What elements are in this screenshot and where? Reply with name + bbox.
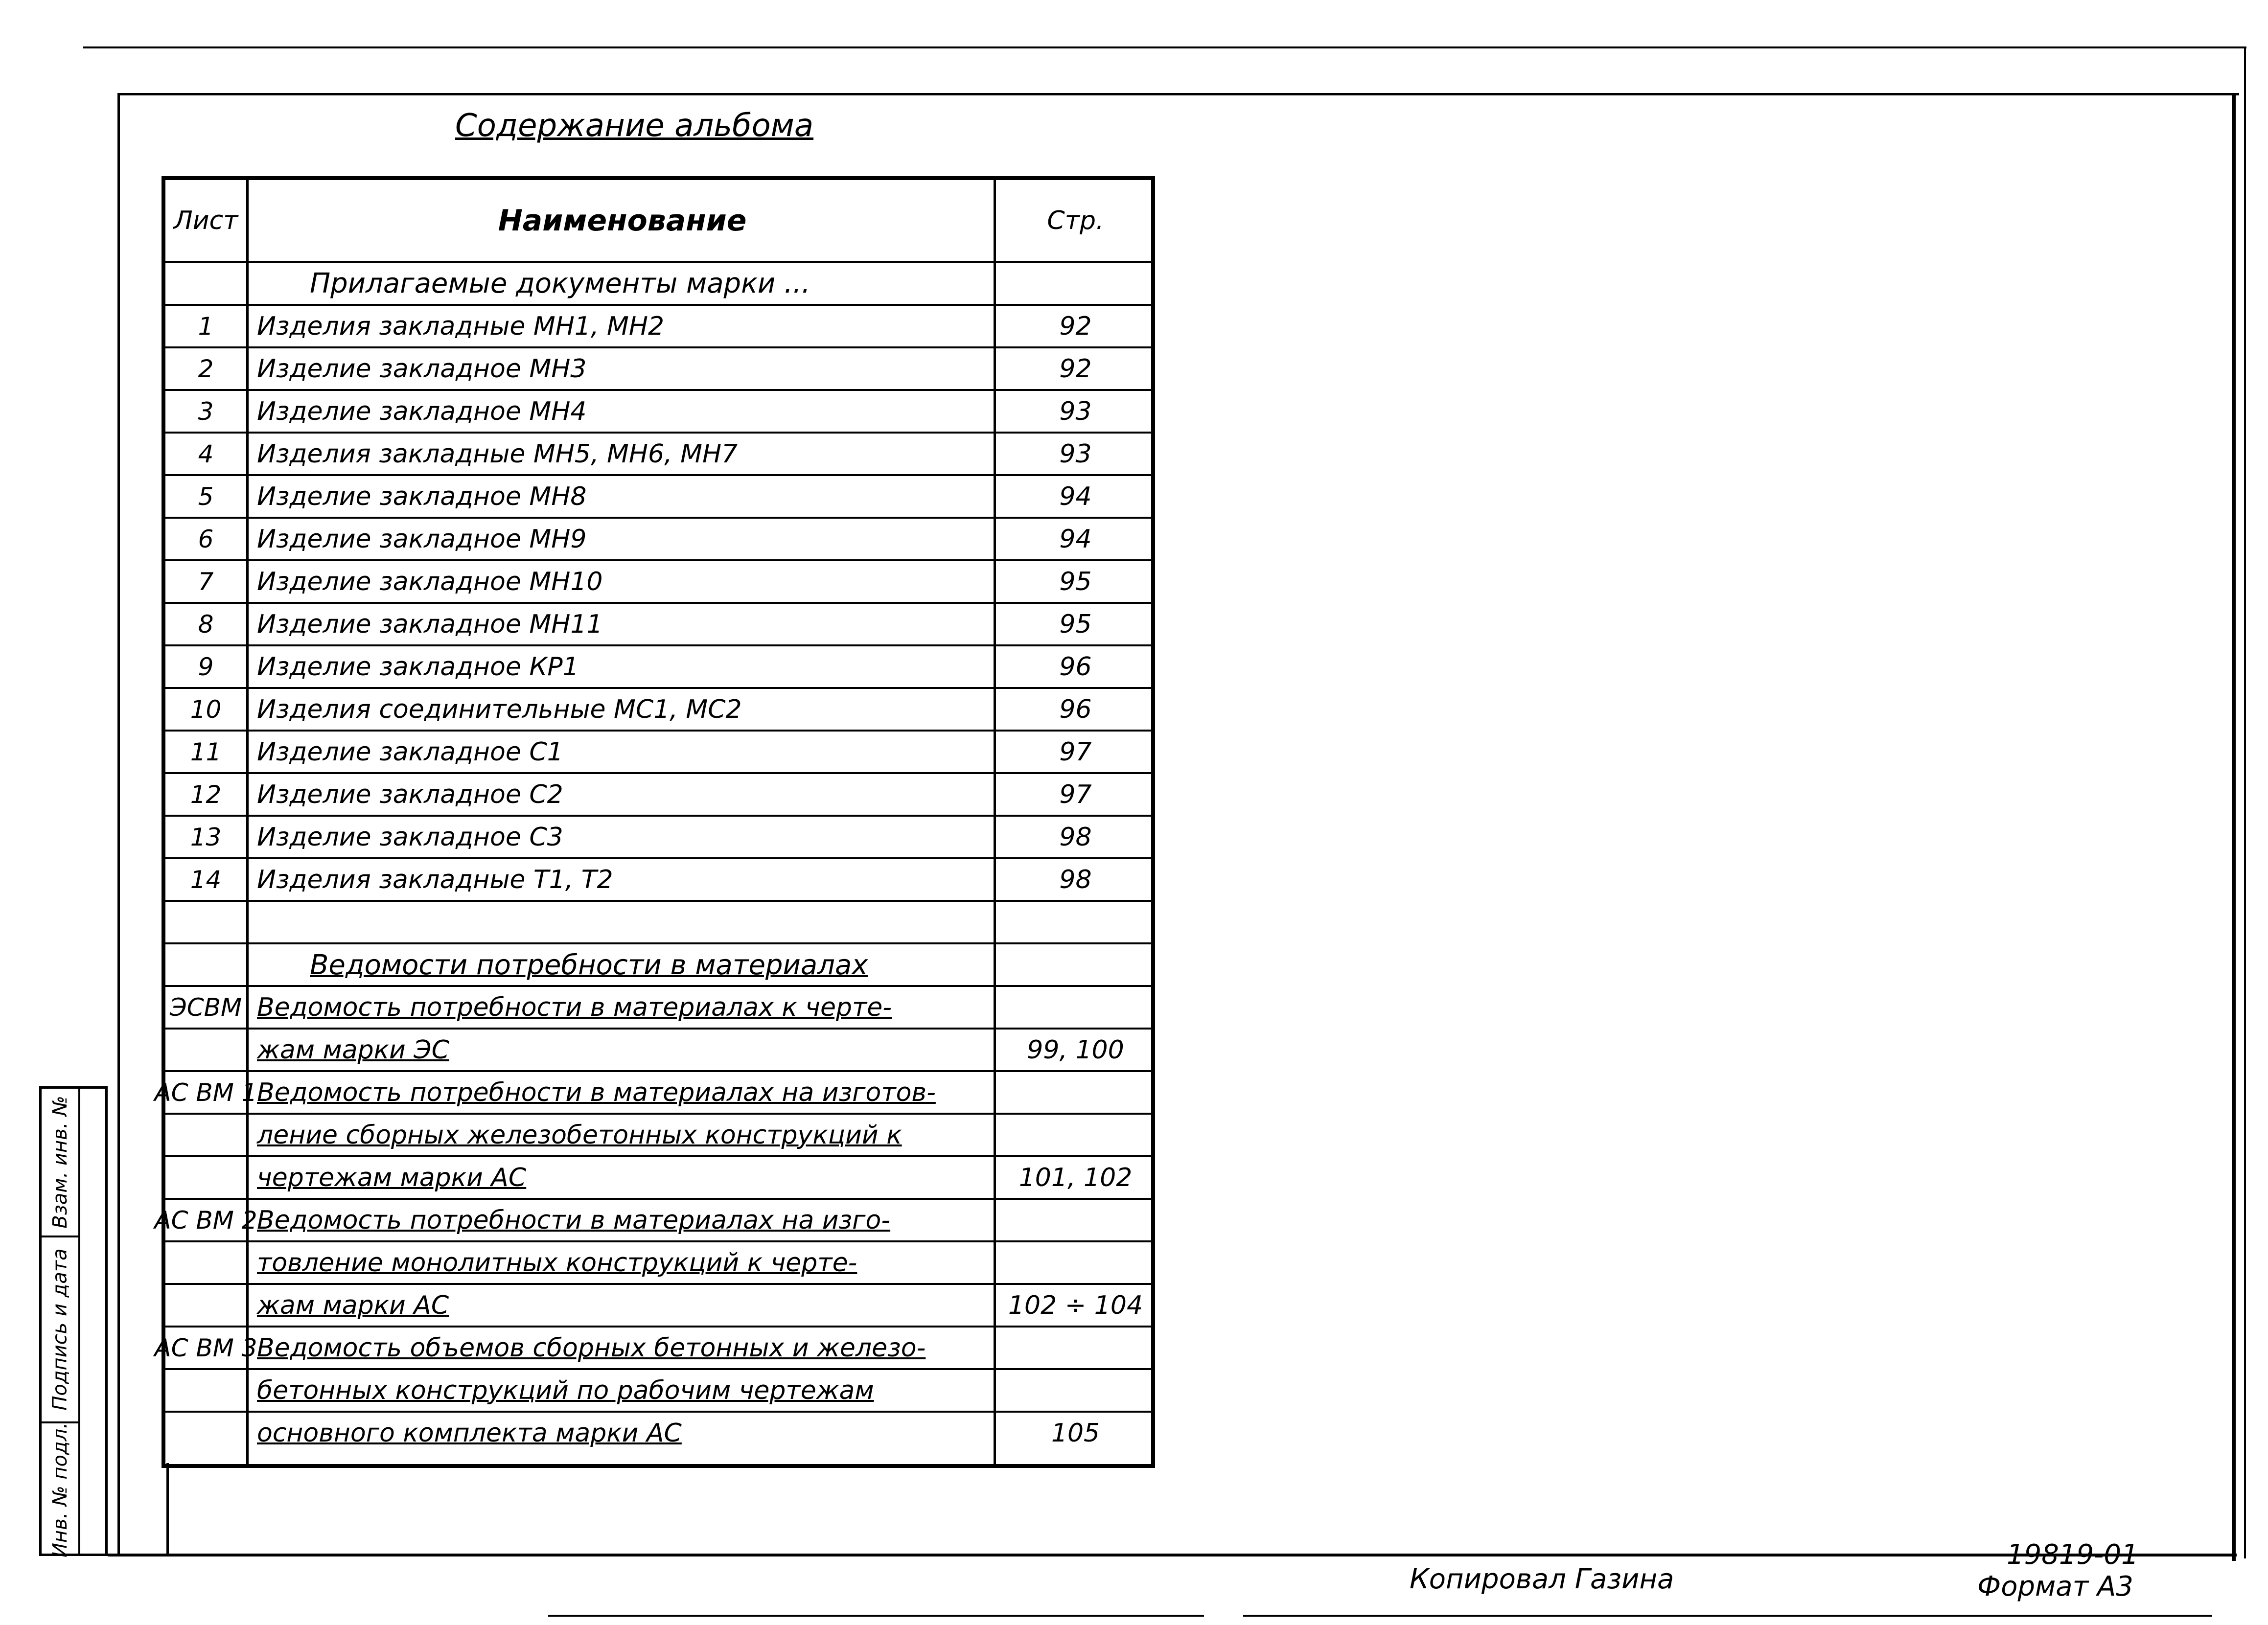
row-name-text: товление монолитных конструкций к черте- — [257, 1248, 857, 1278]
table-row — [165, 474, 1151, 517]
row-page: 95 — [1059, 567, 1092, 596]
table-bottom-extension — [166, 1467, 169, 1555]
row-name-text: Изделия закладные Т1, Т2 — [257, 865, 613, 894]
table-row — [165, 346, 1151, 389]
row-sheet-number — [165, 1157, 246, 1198]
row-page: 101, 102 — [1018, 1163, 1133, 1192]
table-row — [165, 857, 1151, 900]
row-page: 92 — [1059, 312, 1092, 341]
copied-by-label: Копировал Газина — [1410, 1563, 1674, 1595]
row-sheet-number — [165, 1285, 246, 1326]
row-page — [996, 1115, 1155, 1156]
row-sheet-number: ЭСВМ — [169, 993, 242, 1022]
row-sheet-number: 3 — [198, 397, 214, 426]
table-row — [165, 1411, 1151, 1454]
inner-top-line — [120, 93, 2239, 95]
row-name-text: Изделие закладное МН3 — [257, 354, 587, 384]
row-sheet-number: 7 — [198, 568, 214, 596]
row-name-text: жам марки ЭС — [257, 1035, 449, 1065]
row-name-text: Ведомость потребности в материалах к черте- — [257, 993, 892, 1022]
table-row — [165, 1240, 1151, 1283]
row-page: 97 — [1059, 737, 1092, 767]
table-row — [154, 1070, 1151, 1113]
row-sheet-number — [165, 1413, 246, 1454]
table-row — [165, 772, 1151, 815]
row-sheet-number: 10 — [190, 695, 222, 724]
row-page: 96 — [1059, 652, 1092, 682]
row-sheet-number: 14 — [190, 866, 222, 894]
table-row — [165, 304, 1151, 347]
row-page — [996, 1370, 1155, 1411]
row-page — [996, 1327, 1155, 1369]
row-sheet-number — [165, 1115, 246, 1156]
table-row — [165, 687, 1151, 730]
album-contents-title: Содержание альбома — [455, 108, 814, 144]
row-name-text: Изделия соединительные МС1, МС2 — [257, 695, 742, 724]
row-name-text: Изделие закладное С1 — [257, 737, 563, 767]
stamp-podpis-cell — [42, 1236, 78, 1421]
row-page: 93 — [1059, 397, 1092, 426]
row-page: 105 — [1051, 1419, 1100, 1448]
bottom-frame-line — [108, 1554, 2237, 1556]
row-name-text: Изделие закладное МН9 — [257, 525, 587, 554]
row-sheet-number: 4 — [198, 440, 214, 468]
row-page: 102 ÷ 104 — [1008, 1291, 1143, 1320]
table-row — [154, 1198, 1151, 1241]
table-row — [165, 432, 1151, 475]
row-name-text: Изделие закладное МН4 — [257, 397, 587, 426]
table-row — [165, 602, 1151, 645]
table-row — [165, 559, 1151, 602]
row-sheet-number — [165, 1030, 246, 1071]
row-name-text: Ведомость потребности в материалах на изго- — [257, 1206, 891, 1235]
outer-right-line — [2244, 46, 2246, 1558]
footer-line-left — [548, 1615, 1204, 1617]
row-name-text: Ведомость потребности в материалах на изготов- — [257, 1078, 936, 1107]
row-sheet-number: 6 — [198, 525, 214, 553]
header-name: Наименование — [498, 203, 747, 238]
table-row — [165, 1283, 1151, 1326]
section2-title-text: Ведомости потребности в материалах — [310, 949, 868, 981]
row-sheet-number — [165, 1242, 246, 1283]
row-sheet-number: 5 — [198, 482, 214, 511]
row-name-text: Изделие закладное С2 — [257, 780, 563, 809]
right-frame-line — [2232, 93, 2236, 1561]
row-sheet-number: 12 — [190, 780, 222, 809]
left-stamp — [39, 1086, 108, 1556]
stamp-vertical-divider — [78, 1089, 80, 1556]
row-sheet-number — [165, 1370, 246, 1411]
row-page: 93 — [1059, 439, 1092, 469]
stamp-vzam-label: Взам. инв. № — [48, 1096, 71, 1229]
table-row — [165, 389, 1151, 432]
row-page: 99, 100 — [1027, 1035, 1124, 1065]
top-frame-line — [83, 46, 2246, 48]
row-page: 98 — [1059, 823, 1092, 852]
table-row — [165, 517, 1151, 560]
empty-row — [165, 900, 1151, 943]
table-header-row — [165, 180, 1151, 261]
header-sheet: Лист — [173, 206, 238, 235]
document-number: 19819-01 — [2007, 1539, 2139, 1571]
row-page — [996, 1072, 1155, 1113]
row-sheet-number: 2 — [198, 355, 214, 383]
row-sheet-number: АС ВМ 3 — [154, 1334, 257, 1362]
row-sheet-number: 9 — [198, 653, 214, 681]
row-page: 97 — [1059, 780, 1092, 809]
stamp-podpis-label: Подпись и дата — [48, 1248, 71, 1411]
row-page — [996, 1200, 1155, 1241]
row-name-text: Изделия закладные МН1, МН2 — [257, 312, 665, 341]
row-page: 96 — [1059, 695, 1092, 724]
row-sheet-number: 11 — [190, 738, 222, 766]
row-name-text: Изделие закладное С3 — [257, 823, 563, 852]
section1-title: Прилагаемые документы марки ... — [310, 267, 810, 299]
table-row — [165, 1368, 1151, 1411]
header-page: Стр. — [1047, 206, 1104, 235]
section1-title-row — [165, 261, 1151, 304]
row-sheet-number: 13 — [190, 823, 222, 851]
table-row — [165, 1113, 1151, 1156]
footer-line-right — [1243, 1615, 2212, 1617]
row-name-text: бетонных конструкций по рабочим чертежам — [257, 1376, 874, 1405]
stamp-inv-label: Инв. № подл. — [48, 1422, 71, 1557]
row-page — [996, 987, 1155, 1028]
row-page: 98 — [1059, 865, 1092, 894]
row-name-text: Ведомость объемов сборных бетонных и железо- — [257, 1333, 926, 1363]
table-row — [165, 1028, 1151, 1071]
left-frame-line — [117, 93, 120, 1556]
row-name-text: Изделие закладное МН11 — [257, 610, 603, 639]
row-sheet-number: 8 — [198, 610, 214, 639]
stamp-inv-cell — [42, 1421, 78, 1556]
row-name-text: основного комплекта марки АС — [257, 1419, 682, 1448]
row-page: 95 — [1059, 610, 1092, 639]
row-sheet-number: АС ВМ 1 — [154, 1078, 257, 1107]
row-page — [996, 1242, 1155, 1283]
row-name-text: Изделие закладное КР1 — [257, 652, 579, 682]
row-sheet-number: 1 — [198, 312, 214, 341]
row-page: 92 — [1059, 354, 1092, 384]
table-row — [165, 644, 1151, 687]
table-row — [154, 1326, 1151, 1369]
sheet-format: Формат А3 — [1977, 1571, 2133, 1602]
row-page: 94 — [1059, 525, 1092, 554]
row-name-text: ление сборных железобетонных конструкций к — [257, 1121, 902, 1150]
contents-table — [154, 176, 1155, 1468]
table-row — [165, 1155, 1151, 1198]
section2-title-row — [165, 942, 1151, 985]
table-row — [165, 985, 1151, 1028]
row-name-text: Изделие закладное МН10 — [257, 567, 603, 596]
table-row — [165, 815, 1151, 858]
row-name-text: Изделия закладные МН5, МН6, МН7 — [257, 439, 738, 469]
stamp-vzam-cell — [42, 1089, 78, 1236]
row-name-text: жам марки АС — [257, 1291, 449, 1320]
section2-title — [251, 944, 995, 985]
row-sheet-number: АС ВМ 2 — [154, 1206, 257, 1235]
row-page: 94 — [1059, 482, 1092, 511]
table-row — [165, 730, 1151, 773]
row-name-text: Изделие закладное МН8 — [257, 482, 587, 511]
row-name-text: чертежам марки АС — [257, 1163, 527, 1192]
